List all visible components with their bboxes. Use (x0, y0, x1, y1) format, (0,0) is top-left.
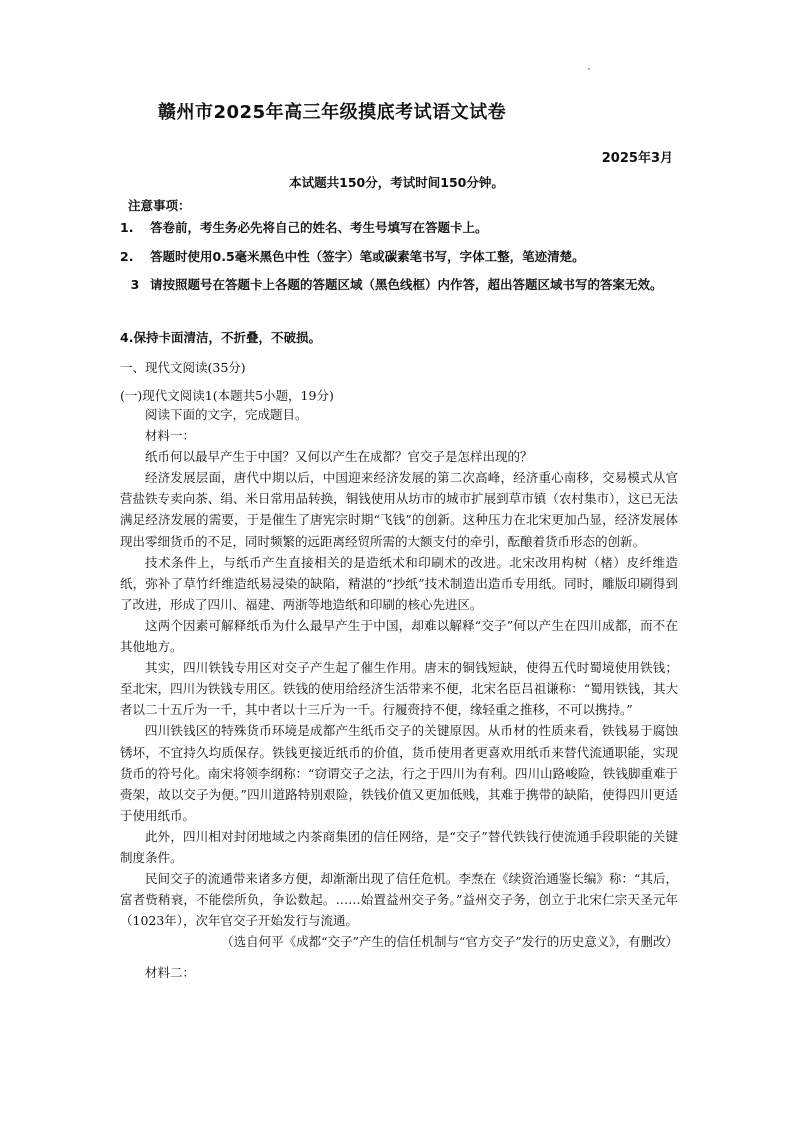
subsection-title: (一)现代文阅读1(本题共5小题，19分) (120, 388, 334, 403)
notice-item-2 (120, 243, 678, 270)
notice-item-text: 保持卡面清洁，不折叠，不破损。 (133, 330, 321, 345)
notice-item-3 (120, 271, 678, 298)
section-title: 一、现代文阅读(35分) (120, 360, 246, 375)
notice-item-text: 请按照题号在答题卡上各题的答题区域（黑色线框）内作答，超出答题区域书写的答案无效。 (150, 277, 663, 292)
scan-dot (588, 68, 590, 70)
paragraph: 技术条件上，与纸币产生直接相关的是造纸术和印刷术的改进。北宋改用构树（楮）皮纤维造纸，弥补了草竹纤维造纸易浸染的缺陷，精湛的“抄纸”技术制造出造币专用纸。同时，雕版印刷得到了改进，形成了四川、福建、两浙等地造纸和印刷的核心先进区。 (120, 554, 678, 612)
instruction: 阅读下面的文字，完成题目。 (145, 407, 308, 422)
notice-item-text: 答卷前，考生务必先将自己的姓名、考生号填写在答题卡上。 (150, 220, 488, 235)
exam-title: 赣州市2025年高三年级摸底考试语文试卷 (158, 102, 507, 123)
reading-passage (120, 404, 678, 984)
paragraph: 此外，四川相对封闭地域之内茶商集团的信任网络，是“交子”替代铁钱行使流通手段职能的关键制度条件。 (120, 828, 678, 865)
exam-info: 本试题共150分，考试时间150分钟。 (289, 175, 504, 190)
notice-item-4 (120, 324, 678, 351)
paragraph: 四川铁钱区的特殊货币环境是成都产生纸币交子的关键原因。从币材的性质来看，铁钱易于腐蚀锈坏，不宜持久均质保存。铁钱更接近纸币的价值，货币使用者更喜欢用纸币来替代流通职能，实现货币的符号化。南宋将领李纲称：“窃谓交子之法，行之于四川为有利。四川山路峻险，铁钱脚重难于赍架，故以交子为便。”四川道路特别艰险，铁钱价值又更加低贱，其难于携带的缺陷，使得四川更适于使用纸币。 (120, 723, 678, 823)
notice-item-text: 答题时使用0.5毫米黑色中性（签字）笔或碳素笔书写，字体工整，笔迹清楚。 (150, 249, 585, 264)
material-2-label: 材料二： (145, 965, 196, 981)
paragraph: 民间交子的流通带来诸多方便，却渐渐出现了信任危机。李焘在《续资治通鉴长编》称：“其后，富者赀稍衰，不能偿所负，争讼数起。……始置益州交子务。”益州交子务，创立于北宋仁宗天圣元年（1023年），次年官交子开始发行与流通。 (120, 871, 678, 929)
notice-item-number: 2. (120, 249, 134, 264)
paragraph: 纸币何以最早产生于中国？又何以产生在成都？官交子是怎样出现的？ (145, 449, 533, 465)
paragraph: 这两个因素可解释纸币为什么最早产生于中国，却难以解释“交子”何以产生在四川成都，而不在其他地方。 (120, 617, 678, 655)
notice-item-number: 1. (120, 220, 134, 235)
paragraph: 经济发展层面，唐代中期以后，中国迎来经济发展的第二次高峰，经济重心南移，交易模式从官营盐铁专卖向茶、绢、米日常用品转换，铜钱使用从坊市的城市扩展到草市镇（农村集市），这已无法满足经济发展的需要，于是催生了唐宪宗时期“飞钱”的创新。这种压力在北宋更加凸显，经济发展体现出零细货币的不足，同时频繁的远距离经贸所需的大额支付的牵引，酝酿着货币形态的创新。 (120, 470, 678, 549)
notice-title: 注意事项： (128, 198, 191, 213)
notice-item-number: 4. (120, 330, 134, 345)
material-1-label: 材料一： (145, 428, 196, 444)
exam-date: 2025年3月 (601, 151, 673, 166)
paragraph: 其实，四川铁钱专用区对交子产生起了催生作用。唐末的铜钱短缺，使得五代时蜀境使用铁钱；至北宋，四川为铁钱专用区。铁钱的使用给经济生活带来不便，北宋名臣吕祖谦称：“蜀用铁钱，其大者以二十五斤为一千，其中者以十三斤为一千。行履赍持不便，缘轻重之推移，不可以携持。” (120, 660, 678, 718)
notice-item-1 (120, 214, 678, 241)
source-citation: （选自何平《成都“交子”产生的信任机制与“官方交子”发行的历史意义》，有删改） (221, 934, 678, 950)
notice-item-number: 3 (130, 277, 140, 292)
